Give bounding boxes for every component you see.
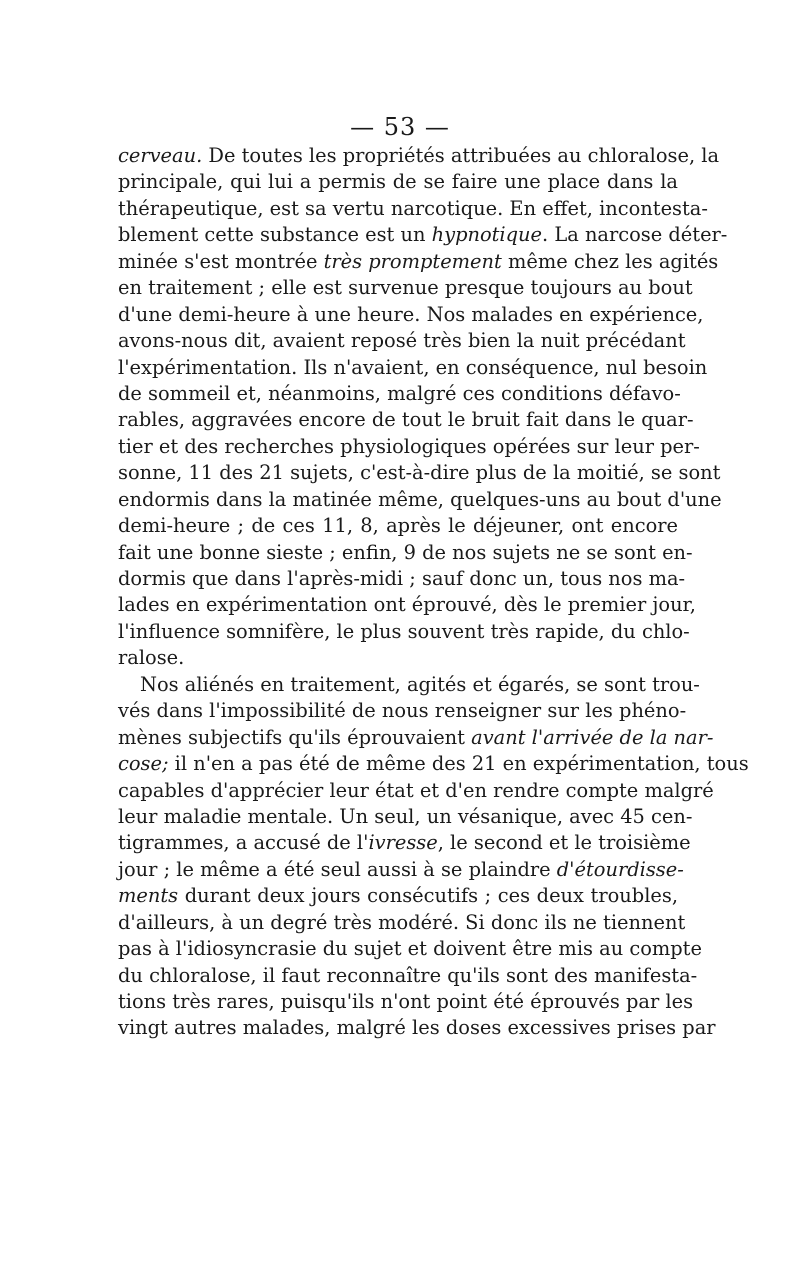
text-line bbox=[118, 513, 678, 539]
text-line bbox=[118, 434, 700, 460]
text-run: principale, qui lui a permis de se faire une place dans la bbox=[118, 170, 678, 194]
text-run: vés dans l'impossibilité de nous renseigner sur les phéno- bbox=[118, 699, 687, 723]
text-run: tier et des recherches physiologiques opérées sur leur per- bbox=[118, 434, 700, 458]
paragraph bbox=[118, 672, 749, 1042]
text-line bbox=[118, 698, 687, 724]
text-line bbox=[118, 857, 684, 883]
text-run: De toutes les propriétés attribuées au chloralose, la bbox=[202, 144, 720, 167]
italic-text: ivresse bbox=[368, 831, 438, 855]
paragraph bbox=[118, 143, 728, 672]
text-run: dormis que dans l'après-midi ; sauf donc un, tous nos ma- bbox=[118, 567, 686, 590]
text-run: leur maladie mentale. Un seul, un vésanique, avec 45 cen- bbox=[118, 804, 693, 828]
text-line bbox=[118, 143, 720, 169]
text-run: sonne, 11 des 21 sujets, c'est-à-dire plus de la moitié, se sont bbox=[118, 461, 721, 485]
text-run: mènes subjectifs qu'ils éprouvaient bbox=[118, 725, 472, 749]
text-run: ralose. bbox=[118, 646, 185, 670]
text-run: demi-heure ; de ces 11, 8, après le déjeuner, ont encore bbox=[118, 514, 678, 538]
italic-text: cerveau. bbox=[118, 144, 203, 167]
text-run: vingt autres malades, malgré les doses excessives prises par bbox=[118, 1016, 716, 1040]
text-run: endormis dans la matinée même, quelques-uns au bout d'une bbox=[118, 487, 722, 511]
text-line bbox=[118, 355, 708, 381]
text-run: tigrammes, a accusé de l' bbox=[118, 831, 369, 855]
text-run: l'influence somnifère, le plus souvent très rapide, du chlo- bbox=[118, 619, 690, 643]
text-line bbox=[118, 963, 698, 989]
text-line bbox=[118, 619, 690, 645]
text-run: du chloralose, il faut reconnaître qu'ils sont des manifesta- bbox=[118, 963, 698, 987]
text-line bbox=[118, 804, 693, 830]
body-text bbox=[118, 143, 749, 1042]
text-run: même chez les agités bbox=[501, 249, 719, 273]
text-run: lades en expérimentation ont éprouvé, dès le premier jour, bbox=[118, 593, 696, 617]
text-line bbox=[118, 540, 693, 566]
text-run: jour ; le même a été seul aussi à se plaindre bbox=[118, 857, 557, 881]
text-run: il n'en a pas été de même des 21 en expérimentation, tous bbox=[168, 752, 749, 776]
text-line bbox=[118, 910, 686, 936]
text-run: d'une demi-heure à une heure. Nos malades en expérience, bbox=[118, 302, 704, 326]
text-run: de sommeil et, néanmoins, malgré ces conditions défavo- bbox=[118, 381, 681, 405]
text-line bbox=[118, 249, 719, 275]
text-line bbox=[118, 645, 678, 671]
text-line bbox=[118, 460, 721, 486]
text-run: l'expérimentation. Ils n'avaient, en conséquence, nul besoin bbox=[118, 355, 708, 379]
text-line bbox=[118, 302, 704, 328]
text-run: avons-nous dit, avaient reposé très bien la nuit précédant bbox=[118, 329, 686, 353]
text-line bbox=[118, 275, 693, 301]
text-run: . La narcose déter- bbox=[542, 223, 728, 247]
text-line bbox=[118, 1015, 716, 1041]
text-run: , le second et le troisième bbox=[437, 831, 691, 855]
text-run: thérapeutique, est sa vertu narcotique. En effet, incontesta- bbox=[118, 196, 708, 220]
text-line bbox=[118, 778, 714, 804]
text-run: fait une bonne sieste ; enfin, 9 de nos sujets ne se sont en- bbox=[118, 540, 693, 564]
text-run: blement cette substance est un bbox=[118, 223, 432, 247]
text-line bbox=[118, 936, 702, 962]
text-run: durant deux jours consécutifs ; ces deux troubles, bbox=[178, 884, 678, 908]
text-run: minée s'est montrée bbox=[118, 249, 324, 273]
text-run: Nos aliénés en traitement, agités et égarés, se sont trou- bbox=[140, 672, 700, 696]
text-line bbox=[118, 328, 686, 354]
text-line bbox=[118, 222, 728, 248]
text-run: pas à l'idiosyncrasie du sujet et doivent être mis au compte bbox=[118, 937, 702, 961]
text-line bbox=[118, 566, 686, 592]
text-line bbox=[118, 725, 714, 751]
text-run: capables d'apprécier leur état et d'en rendre compte malgré bbox=[118, 778, 714, 802]
italic-text: ments bbox=[118, 884, 179, 908]
text-line bbox=[118, 487, 722, 513]
text-line bbox=[118, 196, 708, 222]
text-line bbox=[118, 407, 694, 433]
text-run: tions très rares, puisqu'ils n'ont point été éprouvés par les bbox=[118, 990, 694, 1013]
text-run: rables, aggravées encore de tout le bruit fait dans le quar- bbox=[118, 408, 694, 432]
text-line bbox=[118, 751, 749, 777]
page-number: — 53 — bbox=[350, 113, 450, 141]
italic-text: hypnotique bbox=[431, 223, 543, 247]
text-run: d'ailleurs, à un degré très modéré. Si donc ils ne tiennent bbox=[118, 910, 686, 934]
italic-text: avant l'arrivée de la nar- bbox=[471, 725, 714, 749]
text-run: en traitement ; elle est survenue presque toujours au bout bbox=[118, 276, 693, 300]
text-line bbox=[118, 883, 678, 909]
text-line bbox=[118, 381, 681, 407]
italic-text: cose; bbox=[118, 752, 169, 776]
text-line bbox=[118, 830, 691, 856]
italic-text: d'étourdisse- bbox=[556, 857, 684, 881]
italic-text: très promptement bbox=[323, 249, 502, 273]
text-line bbox=[118, 672, 700, 698]
text-line bbox=[118, 989, 694, 1015]
text-line bbox=[118, 592, 696, 618]
text-line bbox=[118, 169, 678, 195]
